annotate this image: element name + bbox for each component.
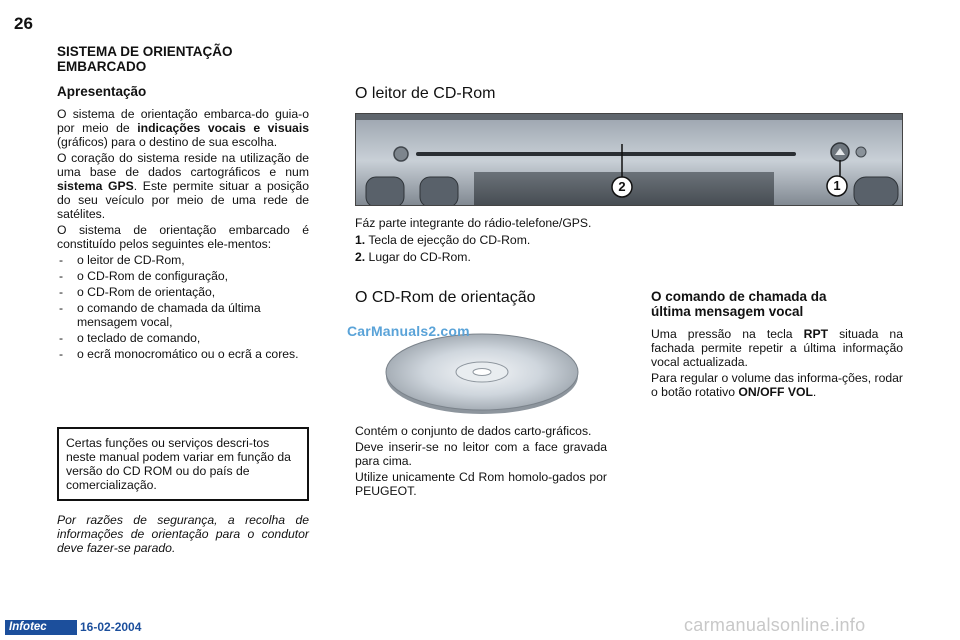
paragraph-2: O coração do sistema reside na utilização de uma base de dados cartográficos e num sistema GPS. Este permite situar a posição do seu veículo por meio de uma rede de satélites. <box>57 151 309 221</box>
list-item: - o ecrã monocromático ou o ecrã a cores. <box>59 347 299 361</box>
section-title-presentation: Apresentação <box>57 84 147 99</box>
list-item: - o leitor de CD-Rom, <box>59 253 185 267</box>
cd-orient-title: O CD-Rom de orientação <box>355 289 536 306</box>
callout-2: 2 <box>618 179 626 194</box>
presentation-column <box>57 44 309 363</box>
footer-date: 16-02-2004 <box>80 620 142 634</box>
cd-reader-item-1: 1. Tecla de ejecção do CD-Rom. <box>355 233 531 247</box>
paragraph-1: O sistema de orientação embarca-do guia-o por meio de indicações vocais e visuais (gráficos) para o destino de sua escolha. <box>57 107 309 149</box>
cd-reader-title: O leitor de CD-Rom <box>355 85 496 102</box>
elements-list <box>57 253 309 361</box>
list-item: - o teclado de comando, <box>59 331 201 345</box>
cd-reader-item-2: 2. Lugar do CD-Rom. <box>355 250 471 264</box>
list-item: - o comando de chamada da última mensagem vocal, <box>59 301 261 329</box>
cd-reader-illustration <box>356 114 903 206</box>
page-number: 26 <box>14 14 33 33</box>
cd-reader-photo <box>355 113 903 206</box>
presentation-text <box>57 107 309 361</box>
watermark: CarManuals2.com <box>347 323 470 339</box>
list-item: - o CD-Rom de orientação, <box>59 285 216 299</box>
main-title: SISTEMA DE ORIENTAÇÃO EMBARCADO <box>57 44 233 74</box>
list-item: - o CD-Rom de configuração, <box>59 269 229 283</box>
paragraph-3: O sistema de orientação embarcado é constituído pelos seguintes ele-mentos: <box>57 223 309 251</box>
note-box: Certas funções ou serviços descri-tos neste manual podem variar em função da versão do CD ROM ou do país de comercialização. <box>57 427 309 501</box>
recall-title: O comando de chamada da última mensagem vocal <box>651 289 827 319</box>
safety-note: Por razões de segurança, a recolha de informações de orientação para o condutor deve fazer-se parado. <box>57 513 309 555</box>
cd-reader-caption: Fáz parte integrante do rádio-telefone/GPS. 1. Tecla de ejecção do CD-Rom. 2. Lugar do CD-Rom. <box>355 216 607 266</box>
recall-column <box>651 289 903 401</box>
footer-site-watermark: carmanualsonline.info <box>684 615 866 635</box>
callout-1: 1 <box>833 178 841 193</box>
recall-text: Uma pressão na tecla RPT situada na fachada permite repetir a última informação vocal actualizada. Para regular o volume das informa-ções, rodar o botão rotativo ON/OFF VOL. <box>651 327 903 399</box>
infotec-logo: Infotec <box>5 620 77 635</box>
cd-orient-text: Contém o conjunto de dados carto-gráficos. Deve inserir-se no leitor com a face gravada para cima. Utilize unicamente Cd Rom homolo-gados por PEUGEOT. <box>355 424 607 498</box>
